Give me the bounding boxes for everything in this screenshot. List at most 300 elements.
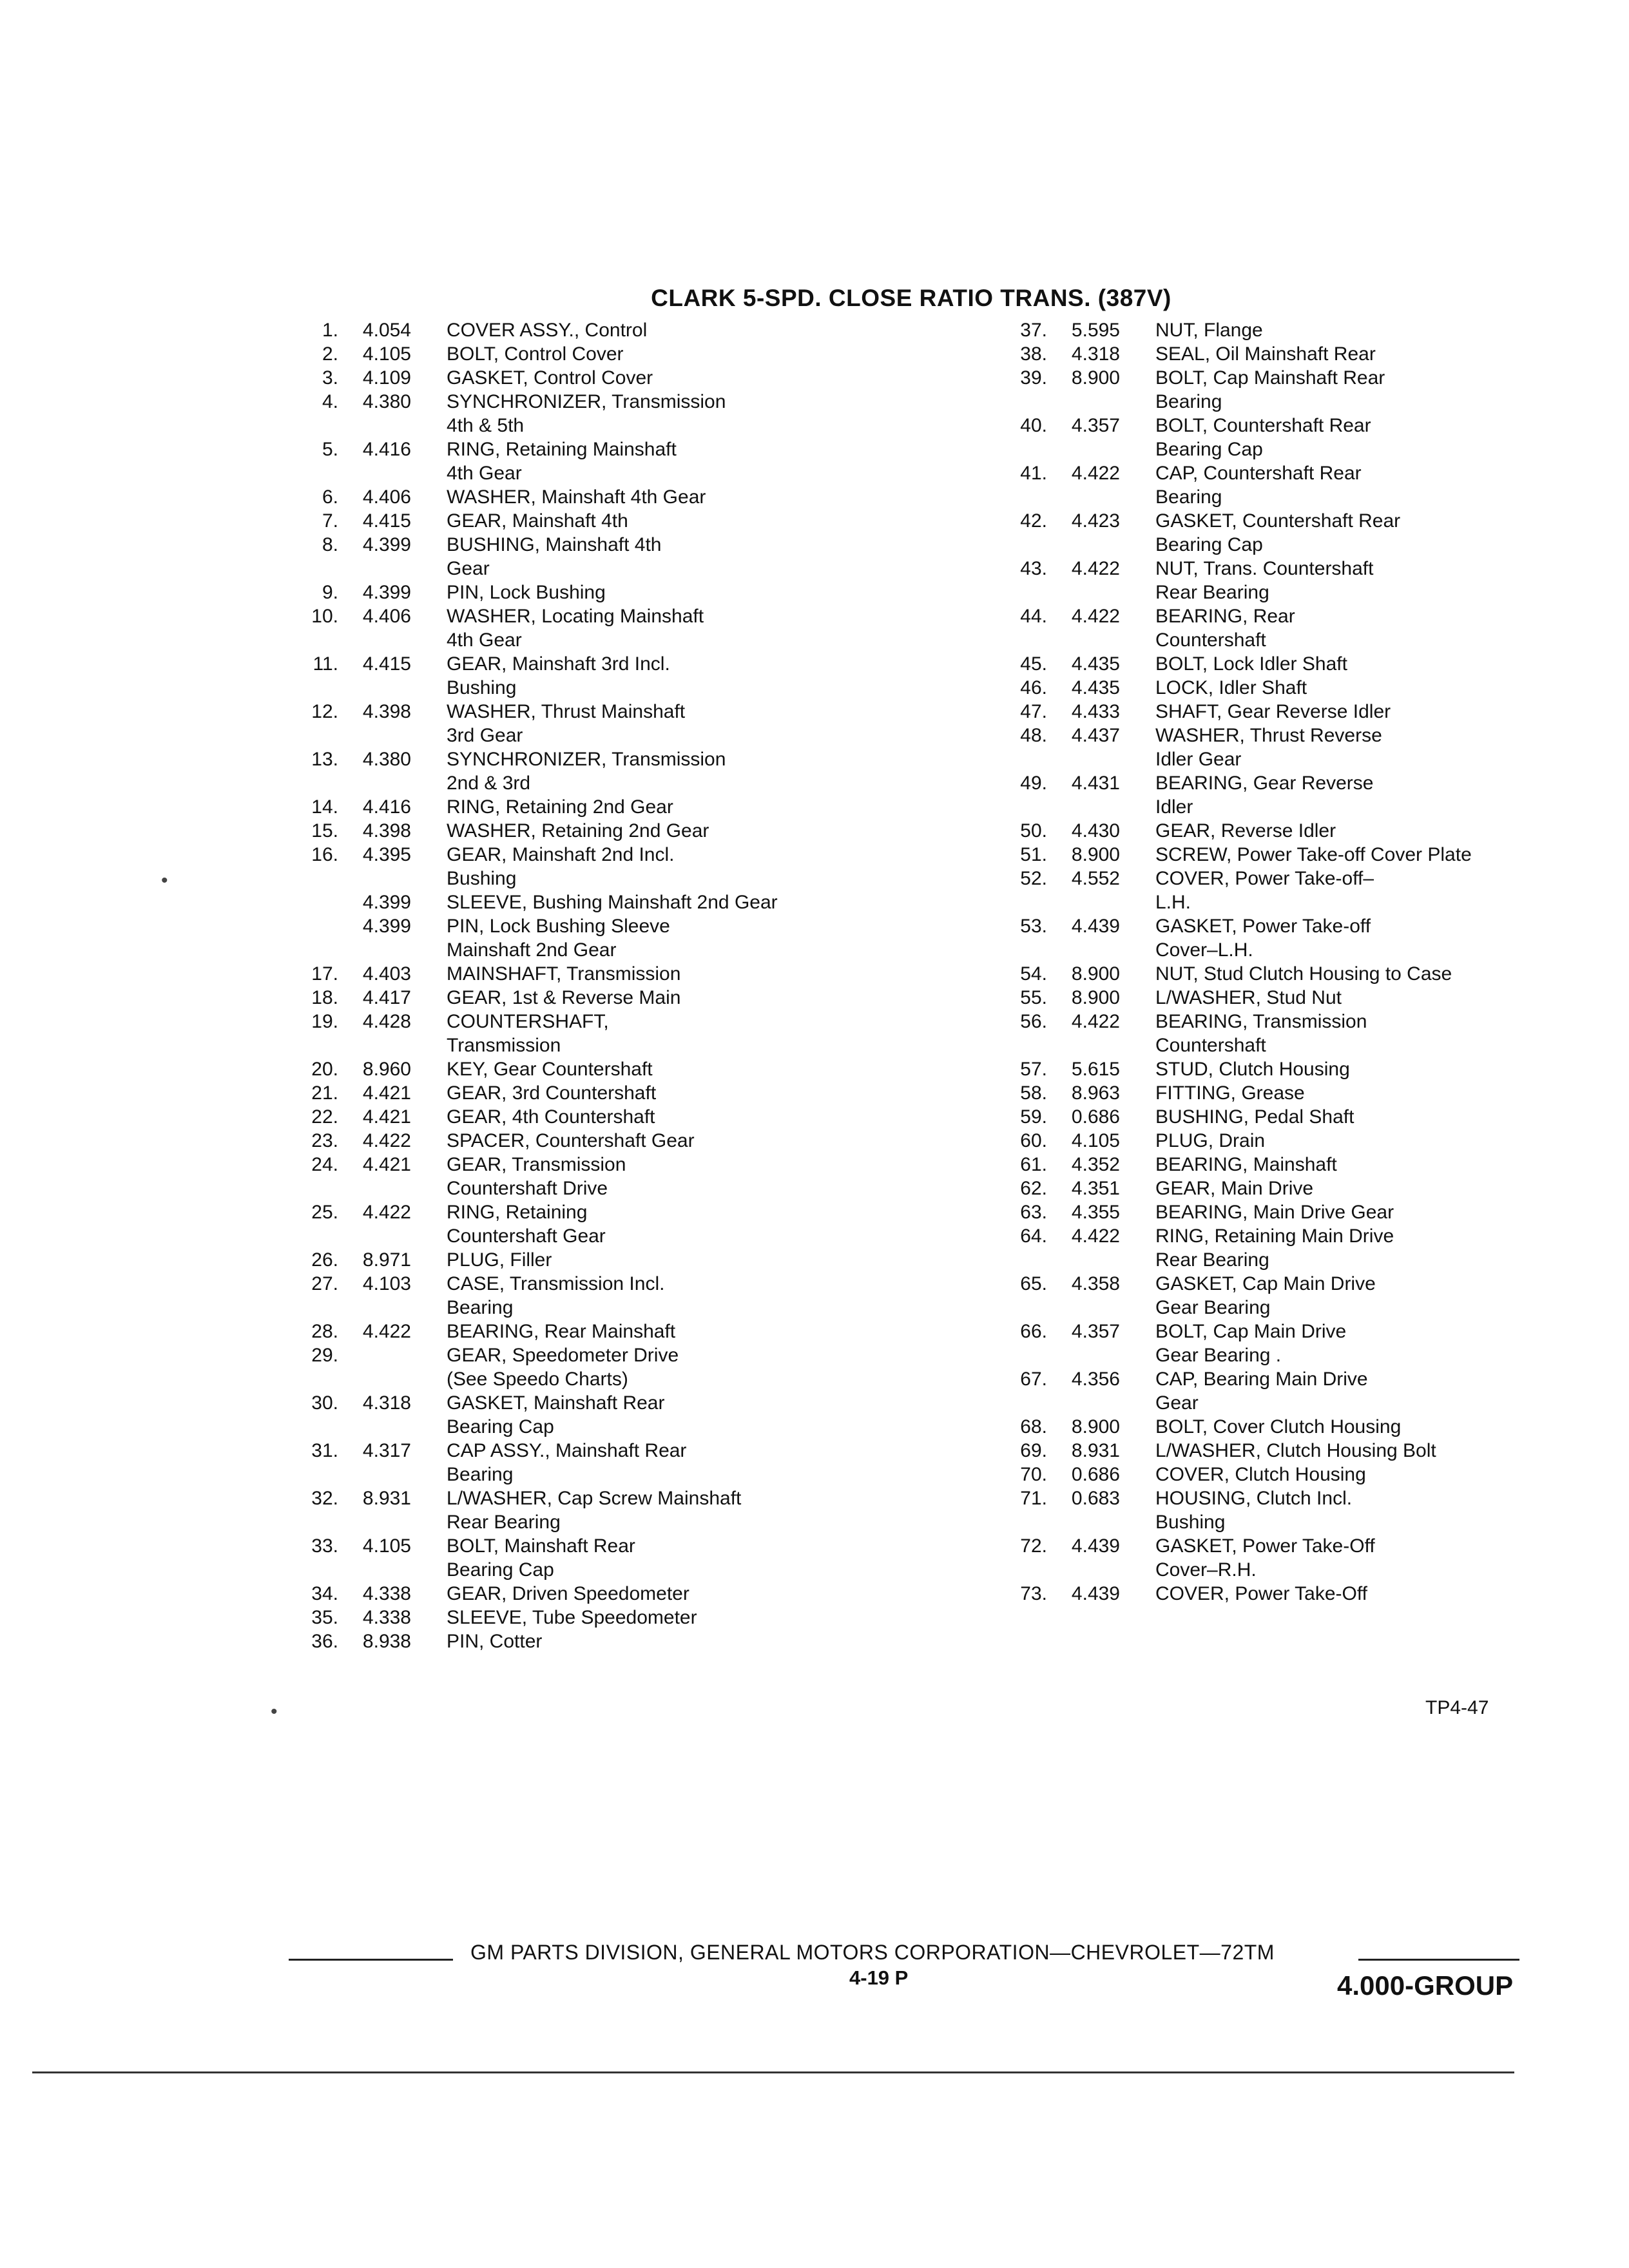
group-code: 8.900 xyxy=(1071,987,1120,1008)
parts-list-item xyxy=(986,724,1540,771)
group-code: 4.103 xyxy=(362,1273,411,1294)
group-code: 4.338 xyxy=(362,1583,411,1604)
item-number: 41. xyxy=(1020,463,1047,484)
parts-list-item xyxy=(277,1010,831,1057)
item-number: 3. xyxy=(322,367,338,389)
part-description: GASKET, Mainshaft Rear Bearing Cap xyxy=(447,1392,665,1437)
item-number: 60. xyxy=(1020,1130,1047,1151)
part-description: COVER, Power Take-off– L.H. xyxy=(1155,868,1374,913)
parts-list-item xyxy=(277,366,831,390)
item-number: 54. xyxy=(1020,963,1047,985)
item-number: 68. xyxy=(1020,1416,1047,1437)
parts-list-item xyxy=(277,1153,831,1200)
group-label: 4.000-GROUP xyxy=(1337,1970,1514,2001)
group-code: 4.437 xyxy=(1071,725,1120,746)
parts-list-item xyxy=(986,986,1540,1010)
item-number: 51. xyxy=(1020,844,1047,865)
item-number: 8. xyxy=(322,534,338,555)
item-number: 52. xyxy=(1020,868,1047,889)
part-description: BUSHING, Mainshaft 4th Gear xyxy=(447,534,662,579)
parts-list-item xyxy=(277,819,831,843)
item-number: 10. xyxy=(311,606,338,627)
item-number: 39. xyxy=(1020,367,1047,389)
parts-list-item xyxy=(986,1081,1540,1105)
parts-list-item xyxy=(277,1248,831,1272)
item-number: 73. xyxy=(1020,1583,1047,1604)
part-description: BUSHING, Pedal Shaft xyxy=(1155,1106,1354,1128)
group-code: 8.963 xyxy=(1071,1082,1120,1104)
part-description: PIN, Lock Bushing Sleeve Mainshaft 2nd Gear xyxy=(447,916,670,961)
part-description: BOLT, Cover Clutch Housing xyxy=(1155,1416,1402,1437)
group-code: 4.422 xyxy=(362,1202,411,1223)
parts-list-item xyxy=(277,700,831,747)
group-code: 4.422 xyxy=(1071,1011,1120,1032)
part-description: BOLT, Mainshaft Rear Bearing Cap xyxy=(447,1535,635,1581)
item-number: 29. xyxy=(311,1345,338,1366)
parts-list-item xyxy=(986,819,1540,843)
group-code: 4.399 xyxy=(362,582,411,603)
part-description: BEARING, Gear Reverse Idler xyxy=(1155,773,1374,818)
group-code: 4.422 xyxy=(1071,606,1120,627)
page-number: 4-19 P xyxy=(849,1966,909,1989)
item-number: 5. xyxy=(322,439,338,460)
item-number: 1. xyxy=(322,320,338,341)
item-number: 44. xyxy=(1020,606,1047,627)
part-description: PIN, Cotter xyxy=(447,1631,543,1652)
footer-rule-right xyxy=(1358,1959,1519,1961)
group-code: 4.428 xyxy=(362,1011,411,1032)
item-number: 31. xyxy=(311,1440,338,1461)
part-description: CAP, Bearing Main Drive Gear xyxy=(1155,1369,1368,1414)
parts-list-item xyxy=(986,962,1540,986)
group-code: 8.900 xyxy=(1071,844,1120,865)
group-code: 4.352 xyxy=(1071,1154,1120,1175)
part-description: LOCK, Idler Shaft xyxy=(1155,677,1307,698)
item-number: 4. xyxy=(322,391,338,412)
item-number: 53. xyxy=(1020,916,1047,937)
group-code: 4.439 xyxy=(1071,916,1120,937)
item-number: 63. xyxy=(1020,1202,1047,1223)
parts-list-item xyxy=(277,437,831,485)
part-description: NUT, Flange xyxy=(1155,320,1263,341)
item-number: 56. xyxy=(1020,1011,1047,1032)
parts-list-item xyxy=(277,795,831,819)
part-description: SYNCHRONIZER, Transmission 4th & 5th xyxy=(447,391,726,436)
part-description: L/WASHER, Clutch Housing Bolt xyxy=(1155,1440,1436,1461)
group-code: 4.422 xyxy=(362,1321,411,1342)
group-code: 4.105 xyxy=(362,343,411,365)
parts-list-item xyxy=(277,342,831,366)
item-number: 20. xyxy=(311,1059,338,1080)
part-description: GEAR, Transmission Countershaft Drive xyxy=(447,1154,626,1199)
group-code: 4.399 xyxy=(362,534,411,555)
item-number: 30. xyxy=(311,1392,338,1414)
item-number: 72. xyxy=(1020,1535,1047,1557)
part-description: CAP ASSY., Mainshaft Rear Bearing xyxy=(447,1440,687,1485)
part-description: GASKET, Power Take-off Cover–L.H. xyxy=(1155,916,1371,961)
group-code: 4.398 xyxy=(362,820,411,841)
part-description: CAP, Countershaft Rear Bearing xyxy=(1155,463,1362,508)
part-description: GEAR, 3rd Countershaft xyxy=(447,1082,657,1104)
group-code: 4.355 xyxy=(1071,1202,1120,1223)
part-description: WASHER, Retaining 2nd Gear xyxy=(447,820,709,841)
parts-list-item xyxy=(277,581,831,604)
part-description: RING, Retaining Mainshaft 4th Gear xyxy=(447,439,677,484)
item-number: 45. xyxy=(1020,653,1047,675)
parts-list-item xyxy=(986,1415,1540,1439)
parts-list-item xyxy=(277,604,831,652)
parts-list-item xyxy=(277,533,831,581)
group-code: 4.380 xyxy=(362,391,411,412)
part-description: CASE, Transmission Incl. Bearing xyxy=(447,1273,665,1318)
parts-list-item xyxy=(986,1177,1540,1200)
parts-list-item xyxy=(986,914,1540,962)
part-description: GEAR, Mainshaft 3rd Incl. Bushing xyxy=(447,653,670,698)
parts-list-item xyxy=(986,1486,1540,1534)
parts-list-item xyxy=(986,771,1540,819)
part-description: GEAR, Speedometer Drive (See Speedo Charts) xyxy=(447,1345,679,1390)
parts-list-item xyxy=(986,1224,1540,1272)
part-description: GASKET, Countershaft Rear Bearing Cap xyxy=(1155,510,1401,555)
group-code: 8.900 xyxy=(1071,963,1120,985)
group-code: 4.403 xyxy=(362,963,411,985)
bottom-rule xyxy=(32,2071,1514,2073)
part-description: BOLT, Countershaft Rear Bearing Cap xyxy=(1155,415,1371,460)
part-description: GEAR, Main Drive xyxy=(1155,1178,1314,1199)
parts-list-item xyxy=(986,414,1540,461)
parts-list-item xyxy=(277,843,831,890)
part-description: COVER, Power Take-Off xyxy=(1155,1583,1368,1604)
part-description: NUT, Trans. Countershaft Rear Bearing xyxy=(1155,558,1374,603)
item-number: 40. xyxy=(1020,415,1047,436)
parts-list-item xyxy=(277,1391,831,1439)
item-number: 47. xyxy=(1020,701,1047,722)
part-description: GEAR, 1st & Reverse Main xyxy=(447,987,681,1008)
parts-list-item xyxy=(277,914,831,962)
parts-list-item xyxy=(986,366,1540,414)
parts-list-item xyxy=(277,1105,831,1129)
item-number: 57. xyxy=(1020,1059,1047,1080)
parts-list-item xyxy=(277,1486,831,1534)
part-description: GASKET, Power Take-Off Cover–R.H. xyxy=(1155,1535,1375,1581)
group-code: 4.433 xyxy=(1071,701,1120,722)
group-code: 4.417 xyxy=(362,987,411,1008)
part-description: WASHER, Thrust Mainshaft 3rd Gear xyxy=(447,701,686,746)
part-description: NUT, Stud Clutch Housing to Case xyxy=(1155,963,1452,985)
parts-list-item xyxy=(986,652,1540,676)
item-number xyxy=(277,914,350,962)
parts-list-item xyxy=(986,461,1540,509)
part-description: BEARING, Rear Countershaft xyxy=(1155,606,1295,651)
part-description: BEARING, Transmission Countershaft xyxy=(1155,1011,1367,1056)
footer-text: GM PARTS DIVISION, GENERAL MOTORS CORPORATION—CHEVROLET—72TM xyxy=(470,1941,1275,1964)
item-number: 33. xyxy=(311,1535,338,1557)
group-code: 4.421 xyxy=(362,1106,411,1128)
group-code: 4.422 xyxy=(1071,463,1120,484)
part-description: WASHER, Thrust Reverse Idler Gear xyxy=(1155,725,1382,770)
scan-dot: • xyxy=(161,870,168,891)
item-number: 35. xyxy=(311,1607,338,1628)
item-number: 67. xyxy=(1020,1369,1047,1390)
group-code: 4.439 xyxy=(1071,1583,1120,1604)
group-code: 4.406 xyxy=(362,486,411,508)
parts-list-item xyxy=(277,509,831,533)
parts-list-item xyxy=(986,557,1540,604)
group-code: 4.351 xyxy=(1071,1178,1120,1199)
part-description: BOLT, Control Cover xyxy=(447,343,624,365)
parts-list-item xyxy=(277,747,831,795)
group-code: 4.422 xyxy=(1071,558,1120,579)
item-number: 24. xyxy=(311,1154,338,1175)
group-code: 4.416 xyxy=(362,439,411,460)
part-description: COUNTERSHAFT, Transmission xyxy=(447,1011,609,1056)
part-description: BEARING, Main Drive Gear xyxy=(1155,1202,1394,1223)
item-number: 38. xyxy=(1020,343,1047,365)
group-code: 4.439 xyxy=(1071,1535,1120,1557)
group-code: 0.686 xyxy=(1071,1106,1120,1128)
parts-list-item xyxy=(277,986,831,1010)
group-code: 4.435 xyxy=(1071,677,1120,698)
parts-list-item xyxy=(986,700,1540,724)
part-description: GEAR, Reverse Idler xyxy=(1155,820,1336,841)
part-description: RING, Retaining Main Drive Rear Bearing xyxy=(1155,1225,1394,1271)
group-code: 8.960 xyxy=(362,1059,411,1080)
item-number: 70. xyxy=(1020,1464,1047,1485)
item-number: 6. xyxy=(322,486,338,508)
part-description: GEAR, Mainshaft 2nd Incl. Bushing xyxy=(447,844,675,889)
parts-list-item xyxy=(277,962,831,986)
part-description: PLUG, Filler xyxy=(447,1249,552,1271)
group-code: 4.399 xyxy=(362,892,411,913)
parts-list-item xyxy=(277,1272,831,1320)
item-number: 12. xyxy=(311,701,338,722)
parts-list-item xyxy=(986,1463,1540,1486)
page-title: CLARK 5-SPD. CLOSE RATIO TRANS. (387V) xyxy=(651,285,1171,311)
part-description: BOLT, Cap Main Drive Gear Bearing . xyxy=(1155,1321,1347,1366)
group-code: 5.595 xyxy=(1071,320,1120,341)
parts-list-item xyxy=(277,318,831,342)
group-code: 4.552 xyxy=(1071,868,1120,889)
item-number: 19. xyxy=(311,1011,338,1032)
item-number: 18. xyxy=(311,987,338,1008)
group-code: 4.105 xyxy=(362,1535,411,1557)
group-code: 4.338 xyxy=(362,1607,411,1628)
parts-list-item xyxy=(986,318,1540,342)
part-description: L/WASHER, Stud Nut xyxy=(1155,987,1342,1008)
footer-rule-left xyxy=(289,1959,453,1961)
item-number: 46. xyxy=(1020,677,1047,698)
part-description: WASHER, Mainshaft 4th Gear xyxy=(447,486,706,508)
parts-list-item xyxy=(277,1343,831,1391)
part-description: KEY, Gear Countershaft xyxy=(447,1059,653,1080)
group-code: 4.318 xyxy=(1071,343,1120,365)
group-code: 4.406 xyxy=(362,606,411,627)
parts-list-item xyxy=(277,1606,831,1629)
item-number: 36. xyxy=(311,1631,338,1652)
item-number: 48. xyxy=(1020,725,1047,746)
item-number: 49. xyxy=(1020,773,1047,794)
item-number: 55. xyxy=(1020,987,1047,1008)
part-description: FITTING, Grease xyxy=(1155,1082,1305,1104)
parts-list-item xyxy=(277,652,831,700)
item-number: 58. xyxy=(1020,1082,1047,1104)
item-number: 61. xyxy=(1020,1154,1047,1175)
item-number: 17. xyxy=(311,963,338,985)
group-code: 4.395 xyxy=(362,844,411,865)
item-number: 64. xyxy=(1020,1225,1047,1247)
parts-list-item xyxy=(986,843,1540,867)
group-code: 4.109 xyxy=(362,367,411,389)
parts-list-item xyxy=(277,390,831,437)
parts-list-item xyxy=(986,1010,1540,1057)
group-code: 4.317 xyxy=(362,1440,411,1461)
item-number: 69. xyxy=(1020,1440,1047,1461)
part-description: SLEEVE, Tube Speedometer xyxy=(447,1607,697,1628)
item-number: 14. xyxy=(311,796,338,818)
parts-list-item xyxy=(277,485,831,509)
group-code: 4.415 xyxy=(362,653,411,675)
part-description: SCREW, Power Take-off Cover Plate xyxy=(1155,844,1472,865)
group-code: 4.318 xyxy=(362,1392,411,1414)
item-number: 2. xyxy=(322,343,338,365)
part-description: SLEEVE, Bushing Mainshaft 2nd Gear xyxy=(447,892,778,913)
part-description: PLUG, Drain xyxy=(1155,1130,1266,1151)
group-code: 4.398 xyxy=(362,701,411,722)
group-code xyxy=(350,1343,447,1391)
group-code: 4.430 xyxy=(1071,820,1120,841)
group-code: 8.900 xyxy=(1071,1416,1120,1437)
parts-list-item xyxy=(277,1200,831,1248)
item-number: 50. xyxy=(1020,820,1047,841)
part-description: GEAR, Mainshaft 4th xyxy=(447,510,628,532)
parts-list-item xyxy=(277,1439,831,1486)
item-number: 21. xyxy=(311,1082,338,1104)
part-description: MAINSHAFT, Transmission xyxy=(447,963,681,985)
item-number: 23. xyxy=(311,1130,338,1151)
parts-list-item xyxy=(986,1439,1540,1463)
part-description: GASKET, Control Cover xyxy=(447,367,653,389)
item-number: 26. xyxy=(311,1249,338,1271)
part-description: SHAFT, Gear Reverse Idler xyxy=(1155,701,1391,722)
group-code: 4.421 xyxy=(362,1154,411,1175)
parts-list-item xyxy=(986,1582,1540,1606)
item-number: 28. xyxy=(311,1321,338,1342)
parts-list-item xyxy=(986,1272,1540,1320)
part-description: L/WASHER, Cap Screw Mainshaft Rear Bearing xyxy=(447,1488,742,1533)
group-code: 4.435 xyxy=(1071,653,1120,675)
parts-list-item xyxy=(986,604,1540,652)
part-description: GEAR, Driven Speedometer xyxy=(447,1583,689,1604)
group-code: 4.357 xyxy=(1071,415,1120,436)
parts-list-item xyxy=(986,1105,1540,1129)
part-description: GASKET, Cap Main Drive Gear Bearing xyxy=(1155,1273,1376,1318)
parts-list-item xyxy=(277,1629,831,1653)
item-number: 22. xyxy=(311,1106,338,1128)
part-description: BOLT, Lock Idler Shaft xyxy=(1155,653,1347,675)
part-description: SYNCHRONIZER, Transmission 2nd & 3rd xyxy=(447,749,726,794)
group-code: 4.399 xyxy=(362,916,411,937)
part-description: RING, Retaining Countershaft Gear xyxy=(447,1202,606,1247)
group-code: 4.380 xyxy=(362,749,411,770)
parts-list-item xyxy=(277,1081,831,1105)
group-code: 0.683 xyxy=(1071,1488,1120,1509)
item-number: 37. xyxy=(1020,320,1047,341)
group-code: 8.971 xyxy=(362,1249,411,1271)
item-number xyxy=(277,890,350,914)
part-description: BOLT, Cap Mainshaft Rear Bearing xyxy=(1155,367,1385,412)
part-description: WASHER, Locating Mainshaft 4th Gear xyxy=(447,606,704,651)
item-number: 42. xyxy=(1020,510,1047,532)
item-number: 27. xyxy=(311,1273,338,1294)
parts-list-item xyxy=(986,1153,1540,1177)
parts-list-item xyxy=(986,1057,1540,1081)
group-code: 4.416 xyxy=(362,796,411,818)
part-description: PIN, Lock Bushing xyxy=(447,582,606,603)
group-code: 8.938 xyxy=(362,1631,411,1652)
group-code: 4.423 xyxy=(1071,510,1120,532)
part-description: STUD, Clutch Housing xyxy=(1155,1059,1350,1080)
item-number: 59. xyxy=(1020,1106,1047,1128)
parts-list-item xyxy=(986,509,1540,557)
tp-code: TP4-47 xyxy=(1425,1697,1489,1718)
parts-list-item xyxy=(277,1320,831,1343)
item-number: 11. xyxy=(313,653,338,675)
item-number: 15. xyxy=(311,820,338,841)
part-description: COVER, Clutch Housing xyxy=(1155,1464,1366,1485)
parts-list-item xyxy=(277,1129,831,1153)
item-number: 34. xyxy=(311,1583,338,1604)
group-code: 4.421 xyxy=(362,1082,411,1104)
item-number: 9. xyxy=(322,582,338,603)
group-code: 4.356 xyxy=(1071,1369,1120,1390)
part-description: BEARING, Rear Mainshaft xyxy=(447,1321,676,1342)
item-number: 25. xyxy=(311,1202,338,1223)
item-number: 13. xyxy=(311,749,338,770)
part-description: HOUSING, Clutch Incl. Bushing xyxy=(1155,1488,1353,1533)
parts-list-item xyxy=(986,1320,1540,1367)
group-code: 0.686 xyxy=(1071,1464,1120,1485)
parts-list-right xyxy=(986,318,1540,1606)
item-number: 71. xyxy=(1020,1488,1047,1509)
item-number: 43. xyxy=(1020,558,1047,579)
parts-list-item xyxy=(986,342,1540,366)
item-number: 16. xyxy=(311,844,338,865)
group-code: 4.422 xyxy=(1071,1225,1120,1247)
item-number: 7. xyxy=(322,510,338,532)
parts-list-item xyxy=(277,890,831,914)
part-description: SEAL, Oil Mainshaft Rear xyxy=(1155,343,1376,365)
item-number: 66. xyxy=(1020,1321,1047,1342)
parts-list-item xyxy=(986,676,1540,700)
part-description: COVER ASSY., Control xyxy=(447,320,648,341)
group-code: 4.422 xyxy=(362,1130,411,1151)
item-number: 65. xyxy=(1020,1273,1047,1294)
part-description: RING, Retaining 2nd Gear xyxy=(447,796,673,818)
group-code: 4.358 xyxy=(1071,1273,1120,1294)
parts-list-item xyxy=(986,1129,1540,1153)
group-code: 8.931 xyxy=(1071,1440,1120,1461)
parts-list-item xyxy=(986,1534,1540,1582)
part-description: GEAR, 4th Countershaft xyxy=(447,1106,655,1128)
group-code: 4.357 xyxy=(1071,1321,1120,1342)
group-code: 4.105 xyxy=(1071,1130,1120,1151)
part-description: SPACER, Countershaft Gear xyxy=(447,1130,695,1151)
parts-list-left xyxy=(277,318,831,1653)
parts-list-item xyxy=(277,1057,831,1081)
parts-list-item xyxy=(986,1367,1540,1415)
group-code: 5.615 xyxy=(1071,1059,1120,1080)
parts-list-item xyxy=(277,1534,831,1582)
